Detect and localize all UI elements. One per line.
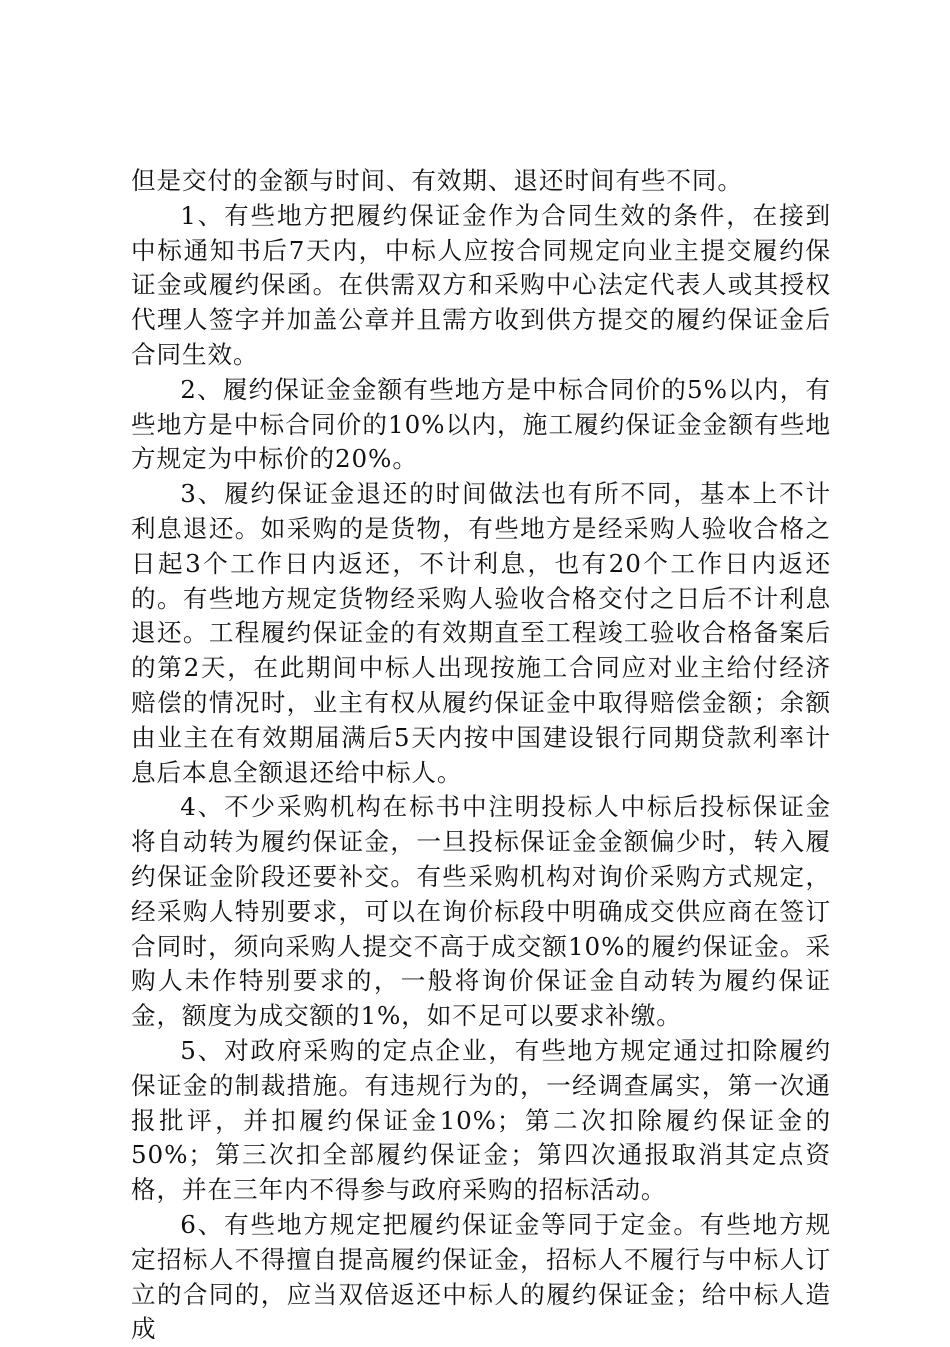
paragraph-2: 2、履约保证金金额有些地方是中标合同价的5%以内，有些地方是中标合同价的10%以内，施工履约保证金金额有些地方规定为中标价的20%。 [131, 374, 831, 474]
paragraph-3: 3、履约保证金退还的时间做法也有所不同，基本上不计利息退还。如采购的是货物，有些地方是经采购人验收合格之日起3个工作日内返还，不计利息，也有20个工作日内返还的。有些地方规定货物经采购人验收合格交付之日后不计利息退还。工程履约保证金的有效期直至工程竣工验收合格备案后的第2天，在此期间中标人出现按施工合同应对业主给付经济赔偿的情况时，业主有权从履约保证金中取得赔偿金额；余额由业主在有效期届满后5天内按中国建设银行同期贷款利率计息后本息全额退还给中标人。 [131, 479, 831, 787]
paragraph-6: 6、有些地方规定把履约保证金等同于定金。有些地方规定招标人不得擅自提高履约保证金，招标人不履行与中标人订立的合同的，应当双倍返还中标人的履约保证金；给中标人造成 [131, 1209, 831, 1344]
document-body [131, 164, 831, 1347]
paragraph-intro: 但是交付的金额与时间、有效期、退还时间有些不同。 [131, 166, 743, 195]
paragraph-4: 4、不少采购机构在标书中注明投标人中标后投标保证金将自动转为履约保证金，一旦投标保证金金额偏少时，转入履约保证金阶段还要补交。有些采购机构对询价采购方式规定，经采购人特别要求，可以在询价标段中明确成交供应商在签订合同时，须向采购人提交不高于成交额10%的履约保证金。采购人未作特别要求的，一般将询价保证金自动转为履约保证金，额度为成交额的1%，如不足可以要求补缴。 [131, 792, 831, 1031]
paragraph-5: 5、对政府采购的定点企业，有些地方规定通过扣除履约保证金的制裁措施。有违规行为的，一经调查属实，第一次通报批评，并扣履约保证金10%；第二次扣除履约保证金的50%；第三次扣全部履约保证金；第四次通报取消其定点资格，并在三年内不得参与政府采购的招标活动。 [131, 1035, 831, 1205]
paragraph-1: 1、有些地方把履约保证金作为合同生效的条件，在接到中标通知书后7天内，中标人应按合同规定向业主提交履约保证金或履约保函。在供需双方和采购中心法定代表人或其授权代理人签字并加盖公章并且需方收到供方提交的履约保证金后合同生效。 [131, 200, 831, 369]
